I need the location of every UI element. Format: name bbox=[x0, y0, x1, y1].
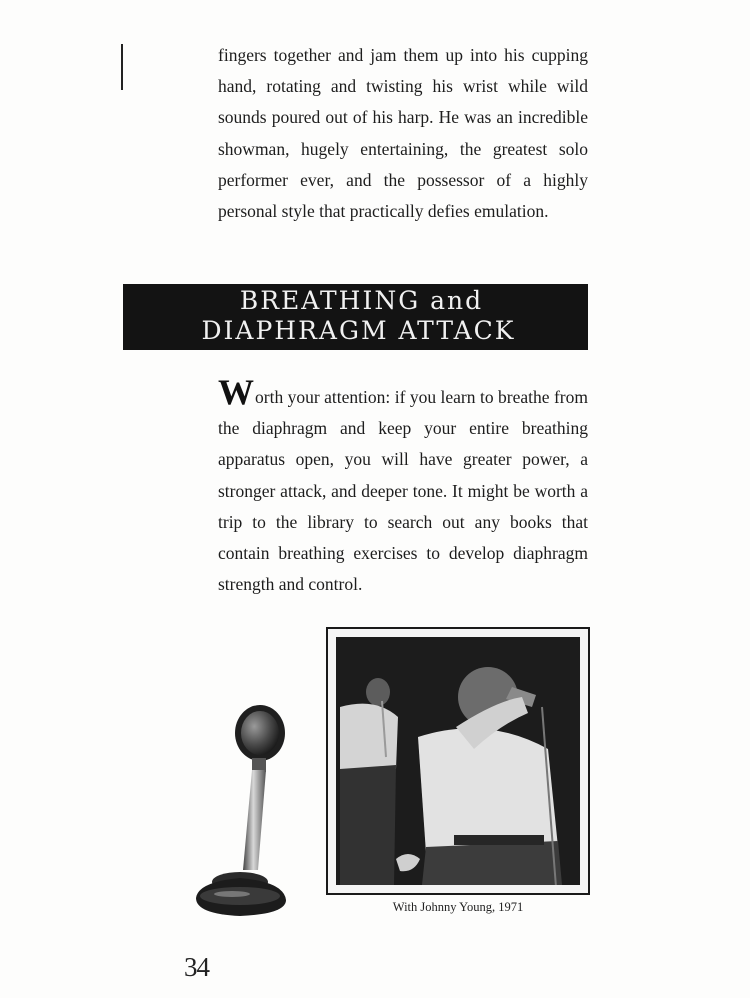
drop-cap: W bbox=[218, 372, 254, 412]
text-line: practically defies emulation. bbox=[349, 201, 549, 222]
text-line: while wild sounds poured out of his harp. He bbox=[218, 76, 588, 128]
text-line: power, a stronger attack, and deeper tone. It bbox=[218, 449, 589, 501]
section-heading-line-2: DIAPHRAGM ATTACK bbox=[201, 316, 516, 345]
text-line: was an incredible showman, hugely bbox=[218, 107, 588, 159]
top-paragraph bbox=[218, 40, 588, 227]
margin-change-bar bbox=[121, 44, 123, 90]
page-number: 34 bbox=[184, 952, 209, 982]
text-line: might be worth a trip to the library to search out bbox=[218, 480, 588, 532]
text-line: fingers together and jam them up into his bbox=[218, 45, 525, 65]
text-line: any books that contain breathing exercises to bbox=[218, 511, 589, 564]
photo-caption: With Johnny Young, 1971 bbox=[392, 900, 524, 914]
text-line: develop diaphragm strength and control. bbox=[218, 543, 589, 595]
performer-photo bbox=[336, 637, 580, 885]
text-line: orth your attention: if you learn to breathe bbox=[255, 387, 550, 407]
text-line: and the possessor of a highly personal style that bbox=[218, 169, 589, 222]
section-heading-banner bbox=[123, 284, 588, 350]
text-line: from the diaphragm and keep your entire bbox=[218, 387, 588, 439]
body-paragraph bbox=[218, 372, 589, 600]
text-line: entertaining, the greatest solo performer ever, bbox=[218, 138, 589, 190]
section-heading-line-1: BREATHING and bbox=[239, 286, 484, 315]
vintage-microphone-icon bbox=[188, 700, 298, 918]
text-line: breathing apparatus open, you will have greater bbox=[218, 418, 589, 470]
performance-photo bbox=[326, 627, 590, 895]
text-line: cupping hand, rotating and twisting his wrist bbox=[218, 45, 589, 97]
